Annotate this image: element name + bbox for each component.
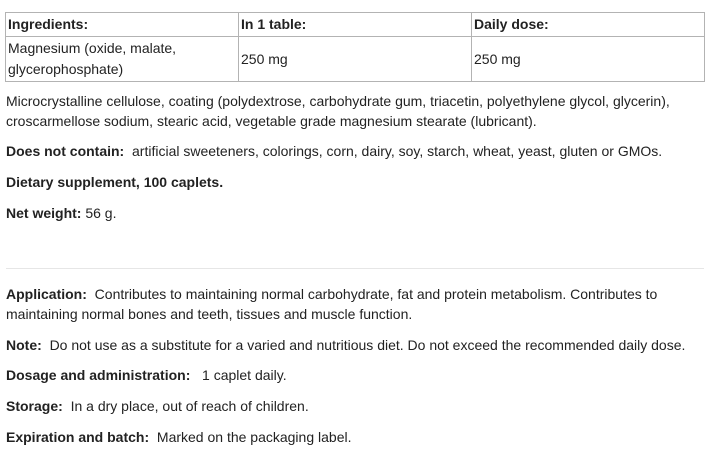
application-label: Application: (6, 286, 87, 302)
cell-per-table: 250 mg (239, 37, 472, 82)
other-ingredients-text: Microcrystalline cellulose, coating (polydextrose, carbohydrate gum, triacetin, polyethylene glycol, glycerin), croscarmellose sodium, stearic acid, vegetable grade magnesium stearate (lubricant). (6, 93, 670, 129)
expiration-label: Expiration and batch: (6, 429, 150, 445)
cell-daily-dose: 250 mg (472, 37, 705, 82)
dosage (6, 365, 706, 385)
does-not-contain-label: Does not contain: (6, 143, 125, 159)
header-daily-dose: Daily dose: (472, 13, 705, 37)
does-not-contain (6, 141, 706, 161)
net-weight-label: Net weight: (6, 205, 82, 221)
header-ingredients: Ingredients: (6, 13, 239, 37)
dosage-label: Dosage and administration: (6, 367, 191, 383)
supplement-line-text: Dietary supplement, 100 caplets. (6, 174, 224, 190)
table-row (6, 37, 705, 82)
supplement-line (6, 172, 706, 192)
net-weight (6, 203, 706, 223)
note-label: Note: (6, 337, 42, 353)
header-in-1-table: In 1 table: (239, 13, 472, 37)
net-weight-value: 56 g. (85, 205, 117, 221)
application (6, 284, 686, 324)
note (6, 335, 706, 355)
application-value: Contributes to maintaining normal carbohydrate, fat and protein metabolism. Contributes to maintaining normal bones and teeth, tissues and muscle function. (6, 286, 658, 322)
table-header-row (6, 13, 705, 37)
storage (6, 396, 706, 416)
note-value: Do not use as a substitute for a varied and nutritious diet. Do not exceed the recommended daily dose. (49, 337, 686, 353)
expiration (6, 427, 706, 447)
expiration-value: Marked on the packaging label. (156, 429, 352, 445)
does-not-contain-value: artificial sweeteners, colorings, corn, dairy, soy, starch, wheat, yeast, gluten or GMOs. (132, 143, 663, 159)
storage-label: Storage: (6, 398, 63, 414)
storage-value: In a dry place, out of reach of children. (70, 398, 309, 414)
cell-ingredient: Magnesium (oxide, malate, glycerophosphate) (6, 37, 239, 82)
section-divider (6, 268, 704, 269)
ingredients-table (5, 12, 705, 82)
dosage-value: 1 caplet daily. (202, 367, 287, 383)
